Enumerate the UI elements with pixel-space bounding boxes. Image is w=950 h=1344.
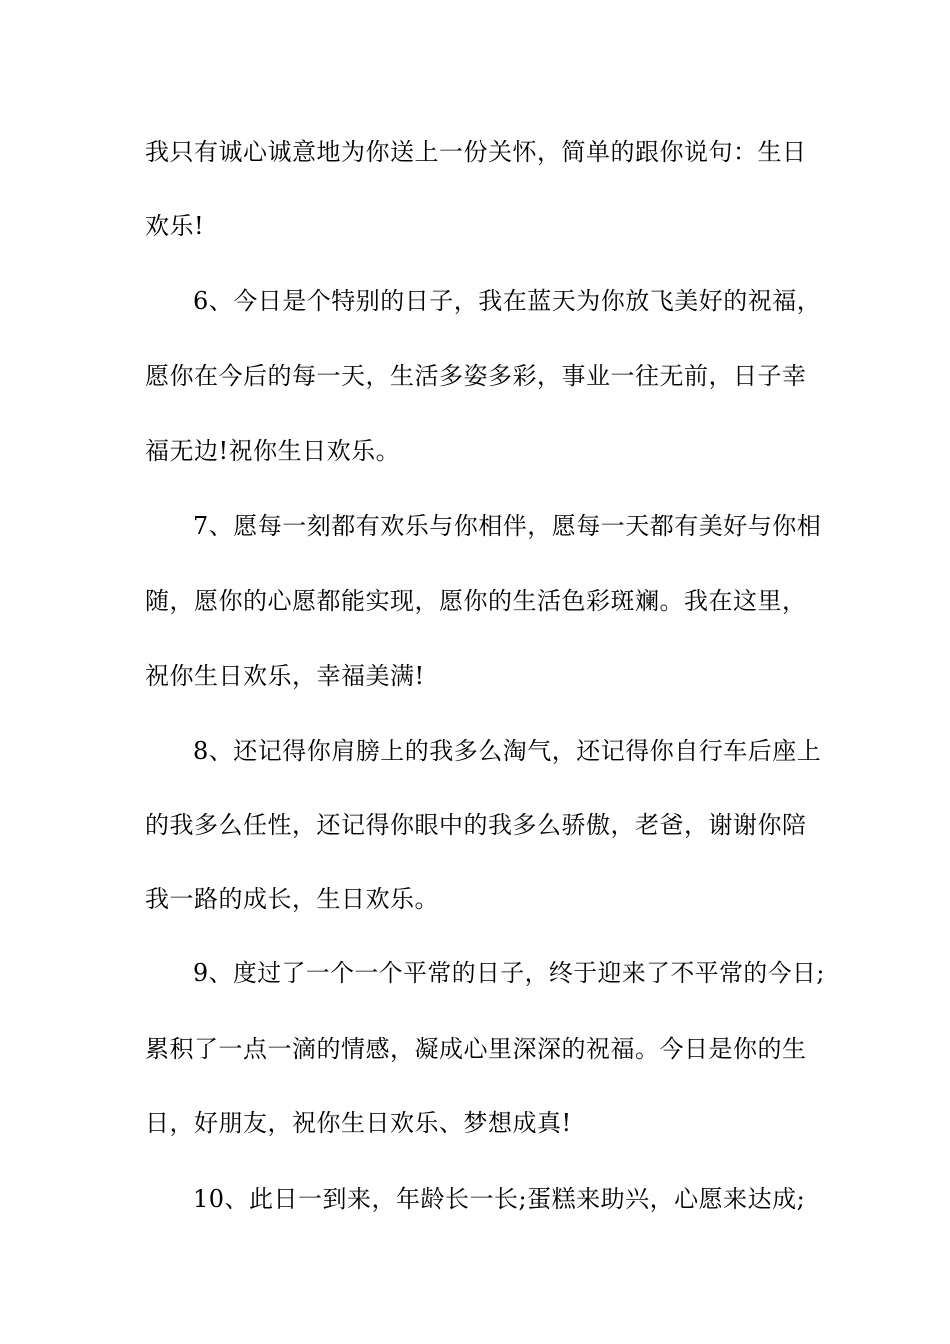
text-line: 的我多么任性，还记得你眼中的我多么骄傲，老爸，谢谢你陪 <box>145 811 807 839</box>
text-line: 累积了一点一滴的情感，凝成心里深深的祝福。今日是你的生 <box>145 1035 807 1063</box>
text-line: 日，好朋友，祝你生日欢乐、梦想成真! <box>145 1109 572 1137</box>
text-line: 7、愿每一刻都有欢乐与你相伴，愿每一天都有美好与你相 <box>193 512 822 540</box>
text-line: 福无边!祝你生日欢乐。 <box>145 437 401 465</box>
text-line: 9、度过了一个一个平常的日子，终于迎来了不平常的今日; <box>193 959 825 987</box>
text-line: 欢乐! <box>145 212 205 240</box>
text-line: 8、还记得你肩膀上的我多么淘气，还记得你自行车后座上 <box>193 737 822 765</box>
text-line: 愿你在今后的每一天，生活多姿多彩，事业一往无前，日子幸 <box>145 362 807 390</box>
text-line: 我一路的成长，生日欢乐。 <box>145 885 439 913</box>
text-line: 随，愿你的心愿都能实现，愿你的生活色彩斑斓。我在这里， <box>145 587 807 615</box>
text-line: 10、此日一到来，年龄长一长;蛋糕来助兴，心愿来达成; <box>193 1185 806 1213</box>
text-line: 我只有诚心诚意地为你送上一份关怀，简单的跟你说句：生日 <box>145 138 807 166</box>
text-line: 祝你生日欢乐，幸福美满! <box>145 662 425 690</box>
text-line: 6、今日是个特别的日子，我在蓝天为你放飞美好的祝福， <box>193 287 822 315</box>
